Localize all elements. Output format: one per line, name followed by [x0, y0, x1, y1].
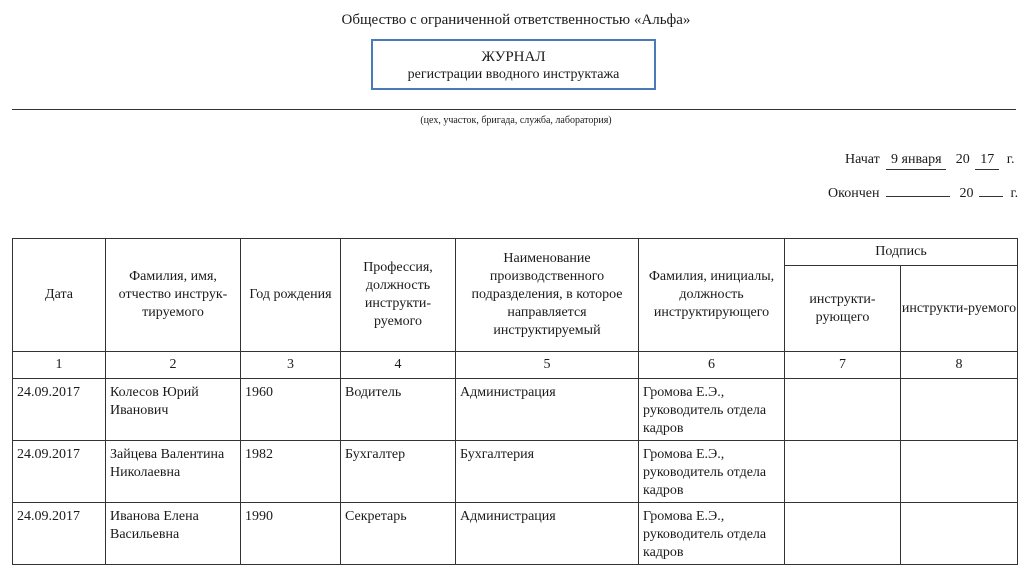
ended-year-abbr: г.: [1010, 186, 1019, 201]
instruction-journal-table: [12, 238, 1018, 565]
column-number: 7: [785, 352, 901, 379]
cell-department: Бухгалтерия: [456, 441, 639, 503]
ended-line: [828, 179, 1018, 202]
cell-name: Колесов Юрий Иванович: [106, 379, 241, 441]
column-number: 2: [106, 352, 241, 379]
col-header-sign-instructed: инструкти-руемого: [901, 266, 1018, 352]
cell-birth-year: 1960: [241, 379, 341, 441]
cell-date: 24.09.2017: [13, 503, 106, 565]
started-label: Начат: [845, 152, 880, 167]
col-header-signature: Подпись: [785, 239, 1018, 266]
col-header-instructor: Фамилия, инициалы, должность инструктирующего: [639, 239, 785, 352]
cell-instructor: Громова Е.Э., руководитель отдела кадров: [639, 441, 785, 503]
column-number: 8: [901, 352, 1018, 379]
column-number: 5: [456, 352, 639, 379]
cell-sign-instructed: [901, 379, 1018, 441]
ended-label: Окончен: [828, 186, 880, 201]
cell-sign-instructed: [901, 441, 1018, 503]
ended-day-month: [886, 179, 950, 197]
cell-date: 24.09.2017: [13, 441, 106, 503]
started-year-suffix: 17: [975, 152, 999, 170]
column-number: 3: [241, 352, 341, 379]
started-line: [845, 152, 1014, 170]
cell-instructor: Громова Е.Э., руководитель отдела кадров: [639, 379, 785, 441]
cell-department: Администрация: [456, 379, 639, 441]
cell-department: Администрация: [456, 503, 639, 565]
organization-name: Общество с ограниченной ответственностью «Альфа»: [341, 12, 691, 28]
cell-birth-year: 1990: [241, 503, 341, 565]
cell-date: 24.09.2017: [13, 379, 106, 441]
ended-year-suffix: [979, 179, 1003, 197]
started-year-abbr: г.: [1006, 152, 1015, 167]
col-header-profession: Профессия, должность инструкти-руемого: [341, 239, 456, 352]
cell-instructor: Громова Е.Э., руководитель отдела кадров: [639, 503, 785, 565]
journal-title-box: [371, 39, 656, 90]
journal-subtitle: регистрации вводного инструктажа: [407, 67, 620, 82]
column-number-row: [13, 352, 1018, 379]
cell-sign-instructor: [785, 503, 901, 565]
table-row: [13, 441, 1018, 503]
col-header-name: Фамилия, имя, отчество инструк-тируемого: [106, 239, 241, 352]
ended-year-prefix: 20: [959, 186, 974, 201]
column-number: 6: [639, 352, 785, 379]
cell-name: Зайцева Валентина Николаевна: [106, 441, 241, 503]
column-number: 4: [341, 352, 456, 379]
cell-profession: Водитель: [341, 379, 456, 441]
column-number: 1: [13, 352, 106, 379]
cell-name: Иванова Елена Васильевна: [106, 503, 241, 565]
cell-sign-instructed: [901, 503, 1018, 565]
started-day-month: 9 января: [886, 152, 946, 170]
unit-hint: (цех, участок, бригада, служба, лаборатория): [420, 115, 612, 126]
cell-birth-year: 1982: [241, 441, 341, 503]
table-row: [13, 379, 1018, 441]
cell-sign-instructor: [785, 379, 901, 441]
cell-sign-instructor: [785, 441, 901, 503]
table-row: [13, 503, 1018, 565]
started-year-prefix: 20: [955, 152, 970, 167]
cell-profession: Бухгалтер: [341, 441, 456, 503]
cell-profession: Секретарь: [341, 503, 456, 565]
col-header-department: Наименование производственного подразделения, в которое направляется инструктируемый: [456, 239, 639, 352]
col-header-birth-year: Год рождения: [241, 239, 341, 352]
col-header-sign-instructor: инструкти-рующего: [785, 266, 901, 352]
col-header-date: Дата: [13, 239, 106, 352]
journal-title: ЖУРНАЛ: [481, 49, 546, 65]
unit-line: [12, 109, 1016, 110]
